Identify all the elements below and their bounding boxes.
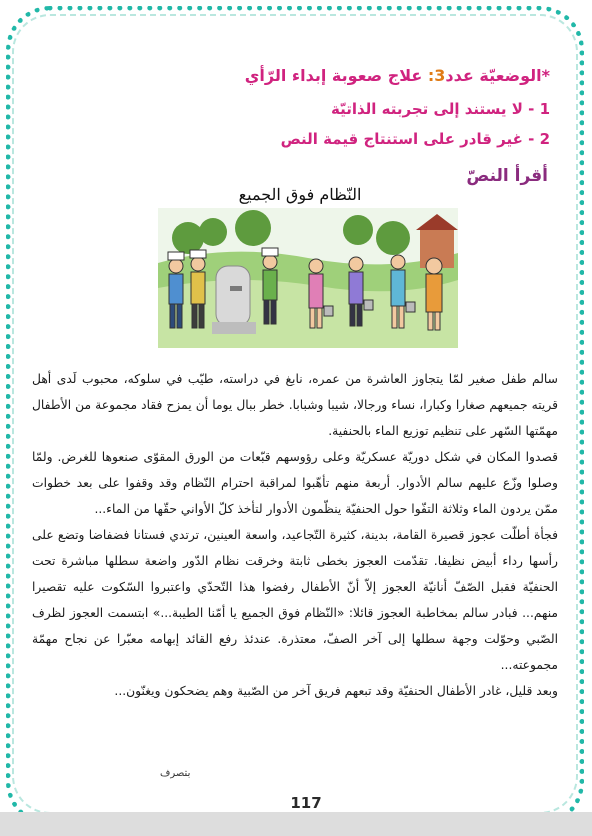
difficulty-point-1: 1 - لا يستند إلى تجربته الذاتيّة: [331, 100, 550, 118]
bottom-bar: [0, 812, 592, 836]
illustration-children-at-tap: [158, 208, 458, 348]
situation-number: 3:: [427, 66, 446, 85]
story-body: [32, 366, 558, 704]
story-paragraph: سالم طفل صغير لمّا يتجاوز العاشرة من عمره، نابغ في دراسته، طيّب في سلوكه، محبوب لَدى أهل قريته جميعهم صغارا وكبارا، نساء ورجالا، شيبا وشبابا. خطر ببال يوما أن يمزح فقاد مجموعة من الأطفال مهمّتها السّهر على تنظيم توزيع الماء بالحنفية.: [32, 372, 558, 438]
page-number: 117: [290, 794, 322, 812]
situation-title: علاج صعوبة إبداء الرّأي: [244, 66, 428, 85]
read-heading: أقرأ النصّ: [466, 166, 548, 186]
story-paragraph: فجأة أطلّت عجوز قصيرة القامة، بدينة، كثيرة التّجاعيد، واسعة العينين، ترتدي فستانا فضفاضا وتضع على رأسها رداء أبيض نظيفا. تقدّمت العجوز بخطى ثابتة وخرقت نظام الدّور واضعة سطلها مباشرة تحت الحنفيّة فقبل الصّفّ أنانيّة العجوز إلاّ أنّ الأطفال رفضوا هذا التّحدّي واعتبروا السّكوت عليه تقصيرا منهم... فبادر سالم بمخاطبة العجوز قائلا: «النّظام فوق الجميع يا أمّنا الطيبة...» ابتسمت العجوز لظرف الصّبي وحوّلت وجهة سطلها إلى آخر الصفّ، معتذرة. عندئذ رفع القائد إبهامه معبّرا عن نجاح مهمّة مجموعته...: [32, 528, 558, 672]
situation-prefix: *الوضعيّة عدد: [445, 66, 550, 85]
story-title: النّظام فوق الجميع: [238, 185, 362, 204]
story-paragraph: قصدوا المكان في شكل دوريّة عسكريّة وعلى رؤوسهم قبّعات من الورق المقوّى صنعوها للغرض. ولمّا وصلوا وزّع عليهم سالم الأدوار. أربعة منهم تأهّبوا لمراقبة احترام النّظام وقد وقفوا على بعد خطوات ممّن يردون الماء وثلاثة التفّوا حول الحنفيّة ينظّمون الأدوار لتأخذ كلّ الأواني حقّها من الماء...: [32, 450, 558, 516]
situation-heading: [245, 66, 550, 85]
source-note: بتصرف: [160, 768, 191, 779]
difficulty-point-2: 2 - غير قادر على استنتاج قيمة النص: [280, 130, 550, 148]
story-paragraph: وبعد قليل، غادر الأطفال الحنفيّة وقد تبعهم فريق آخر من الصّبية وهم يضحكون ويغنّون...: [114, 684, 558, 698]
